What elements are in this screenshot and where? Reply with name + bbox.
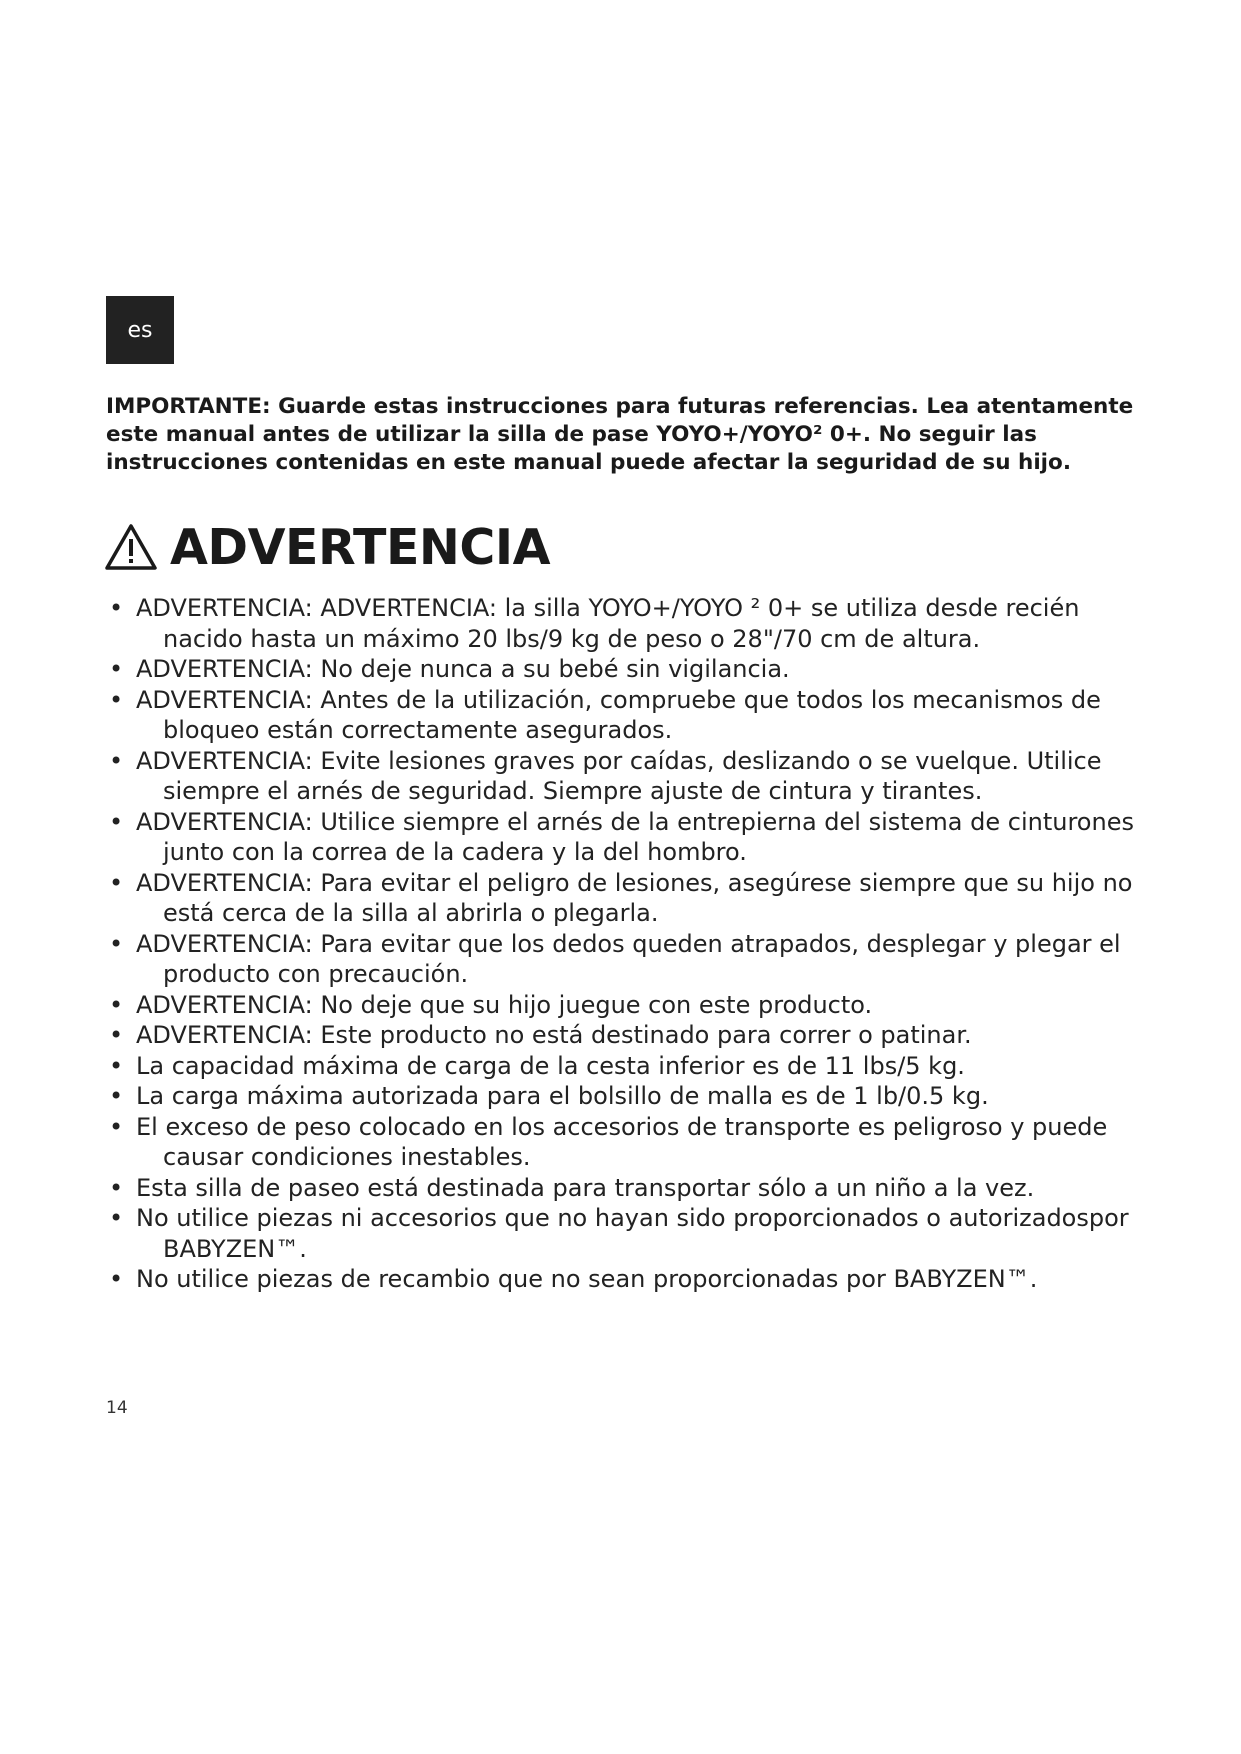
bullet: • (109, 1021, 124, 1049)
bullet: • (109, 1204, 124, 1232)
bullet: • (109, 807, 124, 836)
warning-heading (104, 512, 550, 582)
list-item-text: Esta silla de paseo está destinada para transportar sólo a un niño a la vez. (136, 1173, 1035, 1202)
list-item (106, 990, 1166, 1021)
warnings-list (106, 593, 1166, 1295)
list-item-text: La capacidad máxima de carga de la cesta inferior es de 11 lbs/5 kg. (136, 1051, 965, 1080)
bullet: • (109, 1112, 124, 1141)
important-note: IMPORTANTE: Guarde estas instrucciones para futuras referencias. Lea atentamente este manual antes de utilizar la silla de pase YOYO+/YOYO² 0+. No seguir las instrucciones contenidas en este manual puede afectar la seguridad de su hijo. (106, 394, 1134, 475)
bullet: • (109, 1082, 124, 1110)
list-item (106, 593, 1166, 654)
bullet: • (109, 990, 124, 1019)
list-item-text: ADVERTENCIA: No deje que su hijo juegue con este producto. (136, 990, 873, 1019)
list-item-text: ADVERTENCIA: Utilice siempre el arnés de la entrepierna del sistema de cinturones junto con la correa de la cadera y la del hombro. (136, 807, 1134, 866)
language-tab: es (106, 296, 174, 364)
bullet: • (109, 1173, 124, 1202)
list-item-text: El exceso de peso colocado en los accesorios de transporte es peligroso y puede causar condiciones inestables. (136, 1112, 1108, 1171)
bullet: • (109, 868, 124, 897)
list-item (106, 1112, 1166, 1173)
list-item-text: No utilice piezas de recambio que no sean proporcionadas por BABYZEN™. (136, 1265, 1038, 1293)
list-item (106, 929, 1166, 990)
list-item-text: ADVERTENCIA: No deje nunca a su bebé sin vigilancia. (136, 655, 790, 683)
bullet: • (109, 655, 124, 683)
list-item-text: ADVERTENCIA: Para evitar el peligro de lesiones, asegúrese siempre que su hijo no está cerca de la silla al abrirla o plegarla. (136, 868, 1133, 927)
list-item-text: ADVERTENCIA: Antes de la utilización, compruebe que todos los mecanismos de bloqueo están correctamente asegurados. (136, 685, 1101, 744)
list-item (106, 1203, 1166, 1264)
page-number: 14 (106, 1398, 128, 1418)
list-item (106, 1051, 1166, 1082)
list-item (106, 1264, 1166, 1295)
list-item (106, 1020, 1166, 1051)
bullet: • (109, 594, 124, 622)
list-item-text: ADVERTENCIA: Para evitar que los dedos queden atrapados, desplegar y plegar el producto con precaución. (136, 929, 1121, 988)
list-item-text: ADVERTENCIA: Evite lesiones graves por caídas, deslizando o se vuelque. Utilice siempre el arnés de seguridad. Siempre ajuste de cintura y tirantes. (136, 746, 1102, 805)
warning-triangle-icon (104, 522, 158, 572)
list-item (106, 654, 1166, 685)
bullet: • (109, 1265, 124, 1293)
list-item-text: La carga máxima autorizada para el bolsillo de malla es de 1 lb/0.5 kg. (136, 1082, 989, 1110)
list-item (106, 746, 1166, 807)
bullet: • (109, 929, 124, 958)
list-item (106, 1081, 1166, 1112)
list-item-text: No utilice piezas ni accesorios que no hayan sido proporcionados o autorizadospor BABYZEN™. (136, 1204, 1129, 1263)
list-item-text: ADVERTENCIA: Este producto no está destinado para correr o patinar. (136, 1021, 972, 1049)
bullet: • (109, 685, 124, 714)
bullet: • (109, 1051, 124, 1080)
bullet: • (109, 746, 124, 775)
list-item (106, 1173, 1166, 1204)
warning-title: ADVERTENCIA (170, 518, 551, 576)
list-item (106, 807, 1166, 868)
list-item (106, 685, 1166, 746)
list-item (106, 868, 1166, 929)
list-item-text: ADVERTENCIA: ADVERTENCIA: la silla YOYO+/YOYO ² 0+ se utiliza desde recién nacido hasta un máximo 20 lbs/9 kg de peso o 28"/70 cm de altura. (136, 594, 1080, 653)
